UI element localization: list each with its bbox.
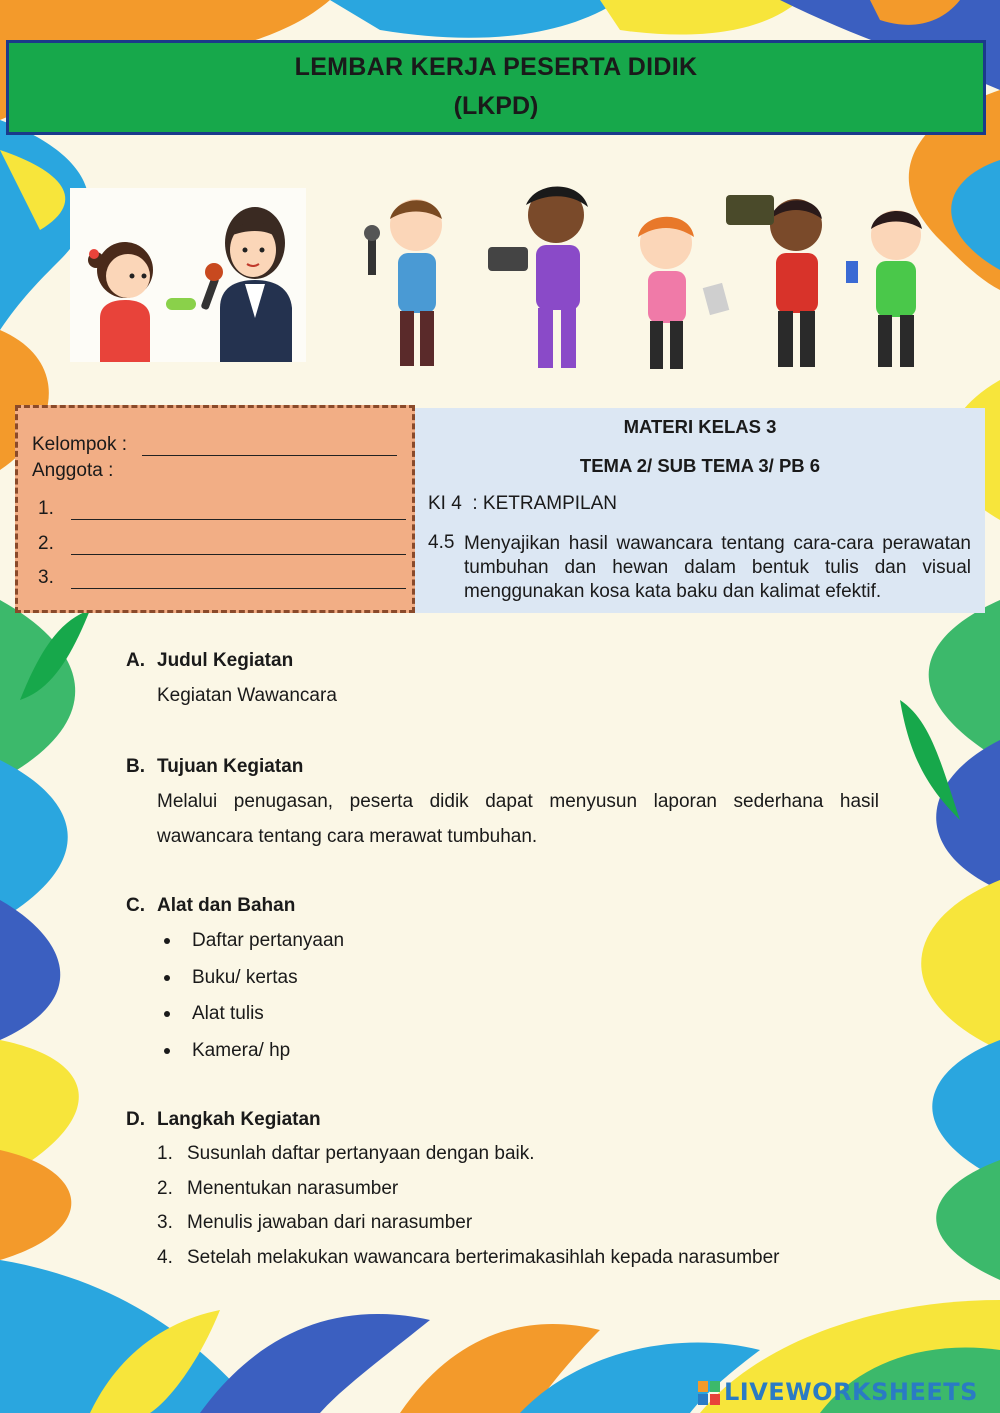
kelompok-input-line[interactable] <box>142 439 397 456</box>
member-row-2 <box>38 533 406 555</box>
kd-block <box>428 532 971 604</box>
bullet-icon <box>164 938 170 944</box>
step-text: Menulis jawaban dari narasumber <box>187 1212 473 1233</box>
group-info-box <box>15 405 415 613</box>
list-item <box>164 923 886 960</box>
list-item <box>157 1172 886 1207</box>
member-number: 2. <box>38 533 54 554</box>
member-row-1 <box>38 498 406 520</box>
anggota-label: Anggota : <box>32 460 114 481</box>
kd-number: 4.5 <box>428 532 455 553</box>
section-heading <box>126 1109 886 1131</box>
step-number: 1. <box>157 1143 173 1164</box>
materi-box <box>415 408 985 613</box>
liveworksheets-brand <box>698 1378 994 1408</box>
ki-label: KI 4 : KETRAMPILAN <box>428 493 617 514</box>
section-title: Tujuan Kegiatan <box>157 756 304 777</box>
materials-list <box>126 923 886 1069</box>
step-text: Setelah melakukan wawancara berterimakasihlah kepada narasumber <box>187 1246 780 1268</box>
section-a <box>126 650 886 707</box>
section-heading <box>126 895 886 917</box>
section-body: Kegiatan Wawancara <box>157 685 337 706</box>
section-title: Judul Kegiatan <box>157 650 294 671</box>
member-number: 3. <box>38 567 54 588</box>
liveworksheets-logo-icon <box>698 1381 720 1405</box>
header-subtitle: (LKPD) <box>453 92 539 120</box>
section-heading <box>126 650 886 672</box>
materi-title: MATERI KELAS 3 <box>623 416 777 437</box>
list-item-text: Buku/ kertas <box>192 966 298 988</box>
member-input-line[interactable] <box>71 503 406 520</box>
list-item <box>157 1206 886 1241</box>
kelompok-label: Kelompok : <box>32 434 128 455</box>
member-input-line[interactable] <box>71 538 406 555</box>
list-item-text: Kamera/ hp <box>192 1039 291 1061</box>
member-row-3 <box>38 567 406 589</box>
brand-text: LIVEWORKSHEETS <box>724 1378 978 1406</box>
bullet-icon <box>164 1011 170 1017</box>
list-item <box>157 1241 886 1276</box>
bullet-icon <box>164 1048 170 1054</box>
section-heading <box>126 756 886 778</box>
section-c <box>126 895 886 1069</box>
interview-illustration <box>70 188 306 362</box>
step-number: 4. <box>157 1246 173 1268</box>
section-letter: C. <box>126 895 145 916</box>
section-letter: D. <box>126 1109 145 1130</box>
list-item-text: Daftar pertanyaan <box>192 930 345 951</box>
section-title: Langkah Kegiatan <box>157 1109 321 1130</box>
kd-text: Menyajikan hasil wawancara tentang cara-cara perawatan tumbuhan dan hewan dalam bentuk tulis dan visual menggunakan kosa kata baku dan kalimat efektif. <box>464 533 971 602</box>
section-title: Alat dan Bahan <box>157 895 296 916</box>
kelompok-row <box>32 434 397 456</box>
member-input-line[interactable] <box>71 572 406 589</box>
header-title: LEMBAR KERJA PESERTA DIDIK <box>294 53 698 81</box>
section-d <box>126 1109 886 1275</box>
section-letter: B. <box>126 756 145 777</box>
steps-list <box>126 1137 886 1275</box>
reporters-illustration <box>356 175 946 385</box>
section-b <box>126 756 886 854</box>
member-number: 1. <box>38 498 54 519</box>
step-text: Susunlah daftar pertanyaan dengan baik. <box>187 1143 535 1164</box>
page-header <box>6 40 986 135</box>
section-letter: A. <box>126 650 145 671</box>
list-item <box>164 960 886 997</box>
list-item <box>164 1033 886 1070</box>
list-item <box>164 996 886 1033</box>
list-item <box>157 1137 886 1172</box>
bullet-icon <box>164 975 170 981</box>
step-number: 3. <box>157 1212 173 1233</box>
step-text: Menentukan narasumber <box>187 1177 399 1199</box>
list-item-text: Alat tulis <box>192 1003 264 1024</box>
step-number: 2. <box>157 1177 173 1199</box>
materi-subtitle: TEMA 2/ SUB TEMA 3/ PB 6 <box>579 455 821 476</box>
section-body: Melalui penugasan, peserta didik dapat menyusun laporan sederhana hasil wawancara tentang cara merawat tumbuhan. <box>157 791 879 847</box>
